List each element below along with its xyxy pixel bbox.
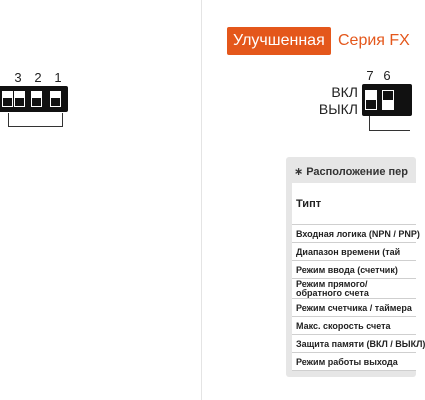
title-badge: Улучшенная <box>227 27 331 55</box>
table-row: Режим работы выхода <box>292 353 416 371</box>
table-row: Макс. скорость счета <box>292 317 416 335</box>
left-dip-numbers <box>0 70 80 86</box>
settings-panel <box>286 157 425 377</box>
dip-toggle-4 <box>2 91 13 107</box>
table-row: Режим ввода (счетчик) <box>292 261 416 279</box>
title-series: Серия FX <box>338 32 410 49</box>
right-dip-switch <box>362 84 412 116</box>
table-header: Типт <box>292 183 416 225</box>
dip-toggle-6 <box>382 90 394 110</box>
dip-toggle-3 <box>14 91 25 107</box>
dip-number-7: 7 <box>366 68 374 83</box>
off-label: ВЫКЛ <box>318 101 358 117</box>
dip-number-1: 1 <box>54 70 62 85</box>
left-dip-switch <box>0 86 68 112</box>
on-label: ВКЛ <box>331 84 358 100</box>
dip-toggle-7 <box>365 90 377 110</box>
dip-toggle-1 <box>50 91 61 107</box>
table-row: Диапазон времени (тай <box>292 243 416 261</box>
dip-number-6: 6 <box>383 68 391 83</box>
table-row: Входная логика (NPN / PNP) <box>292 225 416 243</box>
column-divider <box>201 0 202 400</box>
dip-toggle-2 <box>31 91 42 107</box>
right-dip-bracket <box>369 116 410 131</box>
settings-panel-title <box>294 165 408 178</box>
settings-panel-title-text: Расположение пер <box>306 166 408 178</box>
table-row: Режим прямого/обратного счета <box>292 279 416 299</box>
settings-table <box>292 183 425 371</box>
table-row: Защита памяти (ВКЛ / ВЫКЛ) <box>292 335 416 353</box>
dip-number-2: 2 <box>34 70 42 85</box>
table-row: Режим счетчика / таймера <box>292 299 416 317</box>
dip-number-3: 3 <box>14 70 22 85</box>
asterisk-icon: ∗ <box>294 166 304 178</box>
left-dip-bracket <box>8 113 63 127</box>
